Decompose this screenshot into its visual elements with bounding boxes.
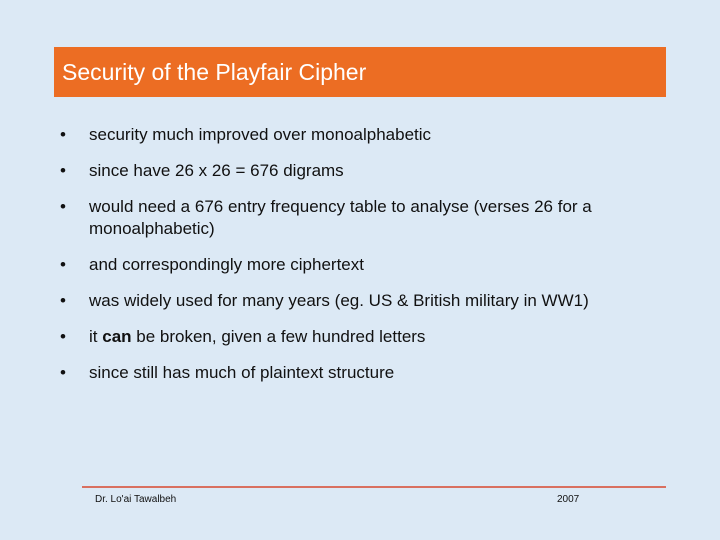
- bullet-dot: •: [60, 291, 66, 310]
- bullet-dot: •: [60, 327, 66, 346]
- bullet-dot: •: [60, 125, 66, 144]
- bullet-item: [60, 290, 700, 312]
- bullet-text-post: be broken, given a few hundred letters: [131, 327, 426, 346]
- bullet-item: [60, 254, 700, 276]
- footer-author: Dr. Lo'ai Tawalbeh: [95, 494, 177, 505]
- bullet-dot: •: [60, 255, 66, 274]
- bullet-item: [60, 362, 700, 384]
- bullet-text: since still has much of plaintext structure: [89, 363, 395, 382]
- bullet-text: since have 26 x 26 = 676 digrams: [89, 161, 344, 180]
- bullet-dot: •: [60, 197, 66, 216]
- bullet-text: and correspondingly more ciphertext: [89, 255, 364, 274]
- bullet-item: [60, 196, 700, 240]
- slide-title: Security of the Playfair Cipher: [62, 58, 367, 85]
- bullet-dot: •: [60, 161, 66, 180]
- bullet-text: was widely used for many years (eg. US & British military in WW1): [89, 291, 589, 310]
- bullet-text-bold: can: [102, 327, 132, 346]
- bullet-list: [60, 124, 700, 398]
- bullet-item: [60, 124, 700, 146]
- bullet-text: security much improved over monoalphabetic: [89, 125, 432, 144]
- footer-divider: [82, 486, 666, 488]
- bullet-item: [60, 160, 700, 182]
- footer-year: 2007: [557, 494, 580, 505]
- bullet-item: [60, 326, 700, 348]
- bullet-dot: •: [60, 363, 66, 382]
- bullet-text-pre: it: [89, 327, 103, 346]
- bullet-text: [89, 326, 700, 348]
- slide-title-bar: [54, 47, 666, 97]
- bullet-text: would need a 676 entry frequency table to analyse (verses 26 for a monoalphabetic): [89, 197, 592, 238]
